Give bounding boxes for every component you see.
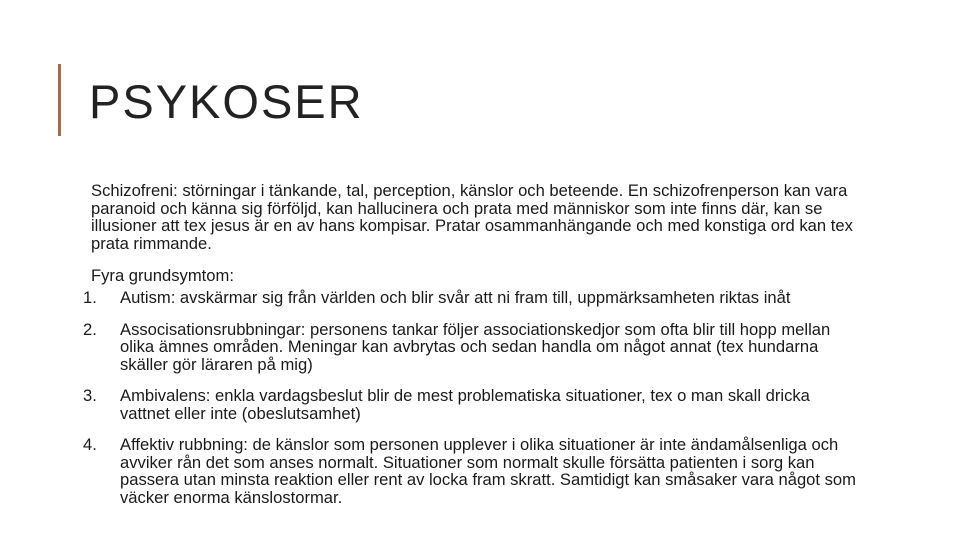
list-item [83, 321, 863, 374]
list-item-text: Ambivalens: enkla vardagsbeslut blir de mest problematiska situationer, tex o man skall dricka vattnet eller inte (obeslutsamhet) [120, 386, 810, 423]
list-item [83, 289, 863, 307]
intro-text: : störningar i tänkande, tal, perception, känslor och beteende. En schizofrenperson kan vara paranoid och känna sig förföljd, kan hallucinera och prata med människor som inte finns där, kan se illusioner att tex jesus är en av hans kompisar. Pratar osammanhängande och med konstiga ord kan tex prata rimmande. [91, 181, 853, 253]
intro-paragraph [91, 182, 861, 252]
list-item-number: 2. [83, 319, 97, 339]
list-item [83, 387, 863, 422]
list-item-text: Autism: avskärmar sig från världen och blir svår att ni fram till, uppmärksamheten riktas inåt [120, 288, 791, 307]
symptom-list [83, 289, 863, 506]
list-item-number: 4. [83, 435, 97, 454]
slide-body [91, 182, 861, 285]
list-item-text: Affektiv rubbning: de känslor som personen upplever i olika situationer är inte ändamålsenliga och avviker rån det som anses normalt. Situationer som normalt skulle försätta patienten i sorg kan passera utan minsta reaktion eller rent av locka fram skratt. Samtidigt kan småsaker vara något som väcker enorma känslostormar. [120, 435, 856, 507]
intro-term: Schizofreni [91, 181, 174, 200]
list-item-text: Associsationsrubbningar: personens tankar följer associationskedjor som ofta blir till hopp mellan olika ämnes områden. Meningar kan avbrytas och sedan handla om något annat (tex hundarna skäller gör läraren på mig) [120, 319, 831, 374]
slide-title: PSYKOSER [89, 75, 364, 128]
list-item-number: 1. [83, 288, 97, 307]
list-item-number: 3. [83, 386, 97, 405]
symptoms-lead: Fyra grundsymtom: [91, 266, 234, 285]
list-item [83, 436, 863, 506]
title-accent-bar [58, 64, 61, 136]
